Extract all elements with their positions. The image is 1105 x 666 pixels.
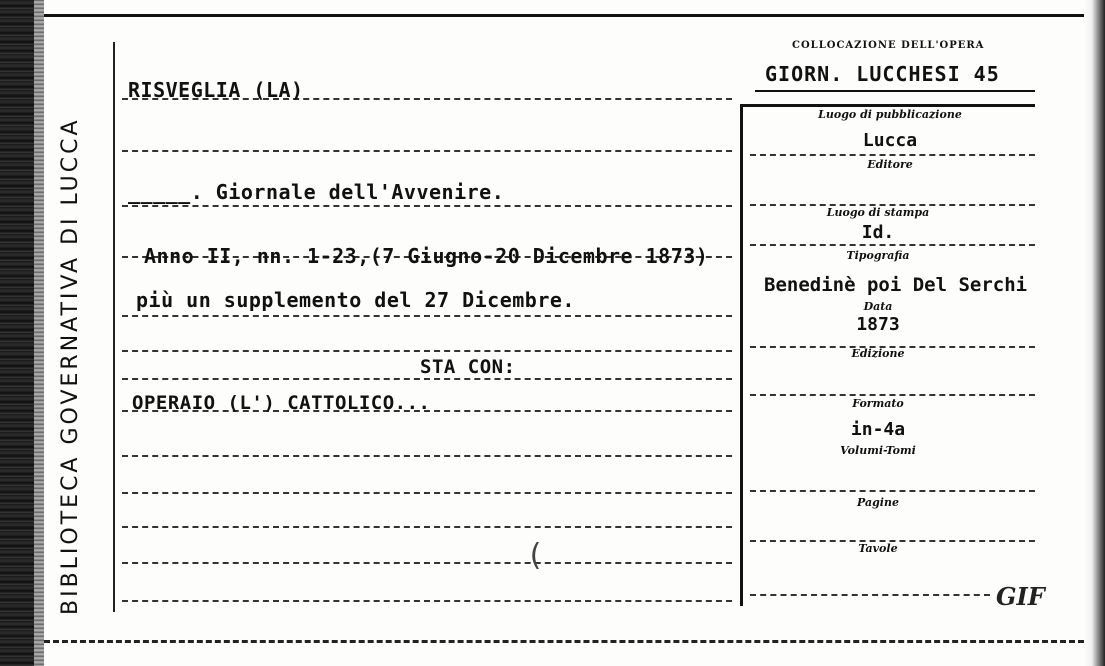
field-rule	[750, 154, 1035, 156]
ruled-line	[122, 350, 732, 352]
ruled-line	[122, 492, 732, 494]
edizione-label: Edizione	[851, 347, 905, 360]
ruled-line	[122, 526, 732, 528]
panel-top-rule	[740, 104, 1035, 107]
luogo-stampa-value: Id.	[861, 222, 895, 243]
binding-edge	[0, 0, 44, 666]
ruled-line	[122, 562, 732, 564]
entry-subtitle: _____. Giornale dell'Avvenire.	[128, 180, 505, 204]
volumi-label: Volumi-Tomi	[840, 444, 916, 457]
top-border	[44, 0, 1084, 17]
ruled-line	[122, 315, 732, 317]
data-value: 1873	[856, 314, 900, 335]
field-rule	[750, 490, 1035, 492]
holdings-line-2: più un supplemento del 27 Dicembre.	[136, 288, 575, 312]
editore-label: Editore	[867, 158, 913, 171]
field-rule	[750, 594, 990, 596]
shelfmark-rule	[755, 90, 1035, 92]
tipografia-label: Tipografia	[846, 249, 910, 262]
pencil-mark: (	[526, 538, 545, 573]
luogo-pubblicazione-value: Lucca	[862, 130, 918, 151]
related-entry: OPERAIO (L') CATTOLICO...	[132, 392, 431, 414]
formato-label: Formato	[852, 397, 904, 410]
ruled-line	[122, 600, 732, 602]
tipografia-value: Benedinè poi Del Serchi	[764, 274, 1028, 296]
luogo-pubblicazione-label: Luogo di pubblicazione	[818, 108, 962, 121]
ruled-line	[122, 205, 732, 207]
handwritten-initials: GIF	[996, 582, 1045, 611]
panel-divider	[740, 106, 743, 606]
pagine-label: Pagine	[857, 496, 899, 509]
tavole-label: Tavole	[858, 542, 898, 555]
entry-title: RISVEGLIA (LA)	[128, 78, 304, 102]
bottom-border	[44, 640, 1084, 657]
ruled-line	[122, 455, 732, 457]
formato-value: in-4a	[850, 419, 906, 440]
field-rule	[750, 394, 1035, 396]
data-label: Data	[863, 300, 893, 313]
sta-con-label: STA CON:	[420, 356, 516, 378]
luogo-stampa-label: Luogo di stampa	[826, 206, 930, 219]
library-name: BIBLIOTECA GOVERNATIVA DI LUCCA	[58, 117, 83, 615]
card-right-edge	[1083, 0, 1105, 666]
ruled-line	[122, 378, 732, 380]
collocazione-label: COLLOCAZIONE DELL'OPERA	[792, 40, 985, 51]
shelfmark: GIORN. LUCCHESI 45	[765, 62, 1000, 86]
field-rule	[750, 244, 1035, 246]
holdings-line-1: Anno II, nn. 1-23,(7 Giugno-20 Dicembre 1873)	[144, 244, 709, 268]
ruled-line	[122, 150, 732, 152]
margin-rule	[113, 42, 115, 612]
